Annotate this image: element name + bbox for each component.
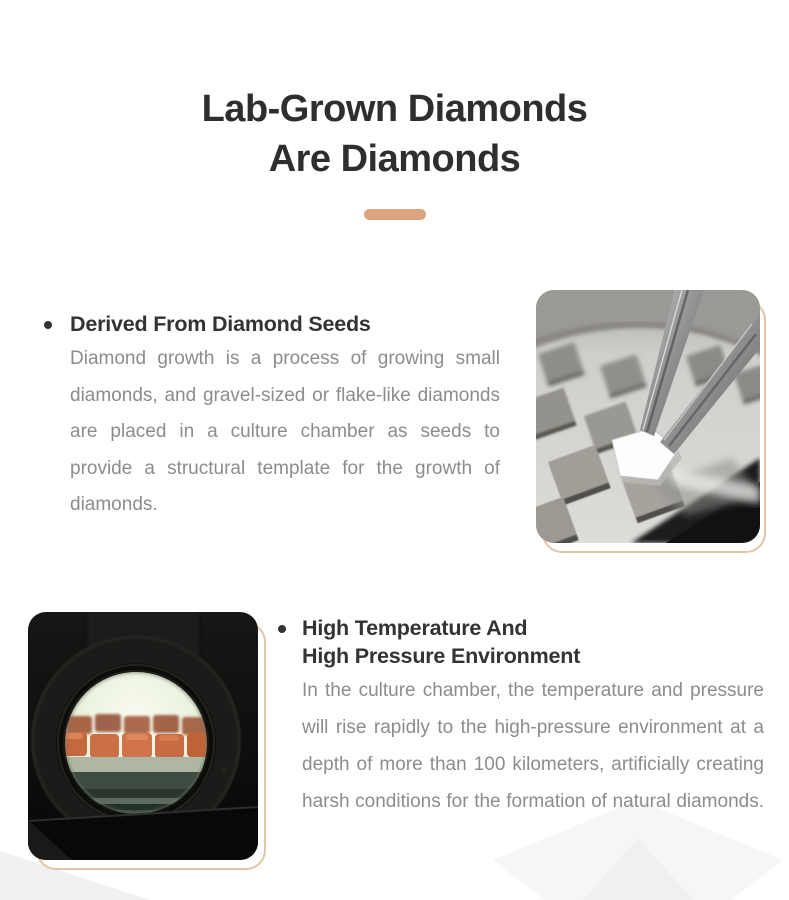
section-heading-diamond-seeds: Derived From Diamond Seeds <box>70 312 371 336</box>
section-heading-high-pressure <box>302 614 764 670</box>
bullet-dot <box>278 625 286 633</box>
chamber-photo-illustration <box>28 612 258 860</box>
heading-line2: High Pressure Environment <box>302 644 581 668</box>
bullet-dot <box>44 321 52 329</box>
page-title <box>0 84 789 184</box>
page-title-line2: Are Diamonds <box>268 138 521 180</box>
seeds-photo <box>536 290 760 543</box>
chamber-photo <box>28 612 258 860</box>
title-divider-bar <box>364 209 426 220</box>
section-body-high-pressure: In the culture chamber, the temperature and pressure will rise rapidly to the high-pressure environment at a depth of more than 100 kilometers, artificially creating harsh conditions for the formation of natural diamonds. <box>302 680 764 812</box>
page-title-line1: Lab-Grown Diamonds <box>201 88 588 130</box>
section-body-diamond-seeds: Diamond growth is a process of growing small diamonds, and gravel-sized or flake-like diamonds are placed in a culture chamber as seeds to provide a structural template for the growth of diamonds. <box>70 348 500 515</box>
heading-line1: High Temperature And <box>302 616 528 640</box>
seeds-photo-illustration <box>536 290 760 543</box>
